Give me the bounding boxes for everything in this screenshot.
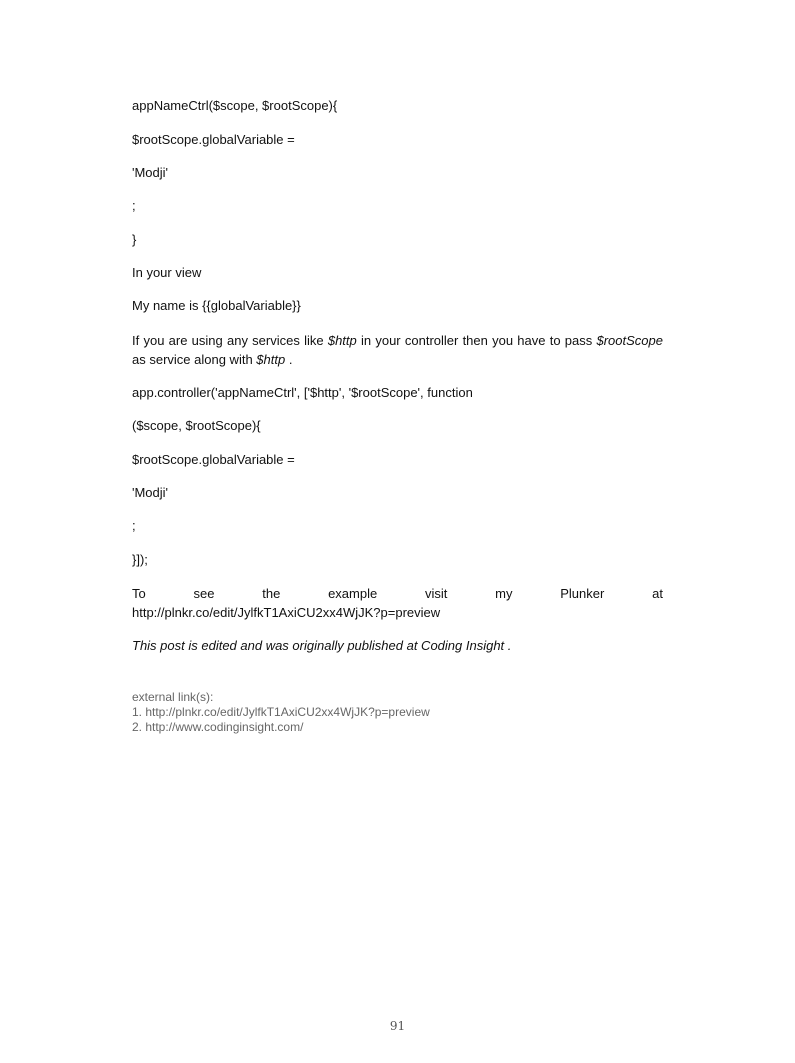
word: To (132, 586, 146, 601)
para-code: $http (256, 352, 286, 367)
code-line: ; (132, 518, 136, 533)
code-line: app.controller('appNameCtrl', ['$http', '$rootScope', function (132, 385, 473, 400)
code-line: ; (132, 198, 136, 213)
attribution-note: This post is edited and was originally published at Coding Insight . (132, 638, 512, 653)
code-line: appNameCtrl($scope, $rootScope){ (132, 98, 338, 113)
word: Plunker (560, 586, 605, 601)
code-line: }]); (132, 552, 148, 567)
word: see (193, 586, 215, 601)
external-links (132, 690, 663, 735)
para-text: If you are using any services like (132, 333, 328, 348)
code-line: $rootScope.globalVariable = (132, 132, 295, 147)
code-line: ($scope, $rootScope){ (132, 418, 261, 433)
example-words (132, 584, 663, 603)
external-link-item[interactable]: 1. http://plnkr.co/edit/JylfkT1AxiCU2xx4WjJK?p=preview (132, 705, 430, 719)
code-line: 'Modji' (132, 485, 169, 500)
word: visit (424, 586, 448, 601)
word: example (328, 586, 378, 601)
external-link-item[interactable]: 2. http://www.codinginsight.com/ (132, 720, 304, 734)
code-line: 'Modji' (132, 165, 169, 180)
word: my (495, 586, 513, 601)
para-text: in your controller then you have to pass (356, 333, 597, 348)
example-paragraph (132, 584, 663, 622)
page-number: 91 (389, 1019, 406, 1033)
word: at (652, 586, 663, 601)
text-line: In your view (132, 265, 202, 280)
plunker-link[interactable]: http://plnkr.co/edit/JylfkT1AxiCU2xx4WjJK?p=preview (132, 605, 441, 620)
services-paragraph (132, 331, 663, 369)
external-links-heading: external link(s): (132, 690, 214, 704)
code-line: } (132, 232, 137, 247)
para-code: $rootScope (596, 333, 663, 348)
word: the (262, 586, 281, 601)
code-line: $rootScope.globalVariable = (132, 452, 295, 467)
para-code: $http (327, 333, 357, 348)
text-line: My name is {{globalVariable}} (132, 298, 301, 313)
para-text: . (285, 352, 293, 367)
para-text: as service along with (132, 352, 257, 367)
